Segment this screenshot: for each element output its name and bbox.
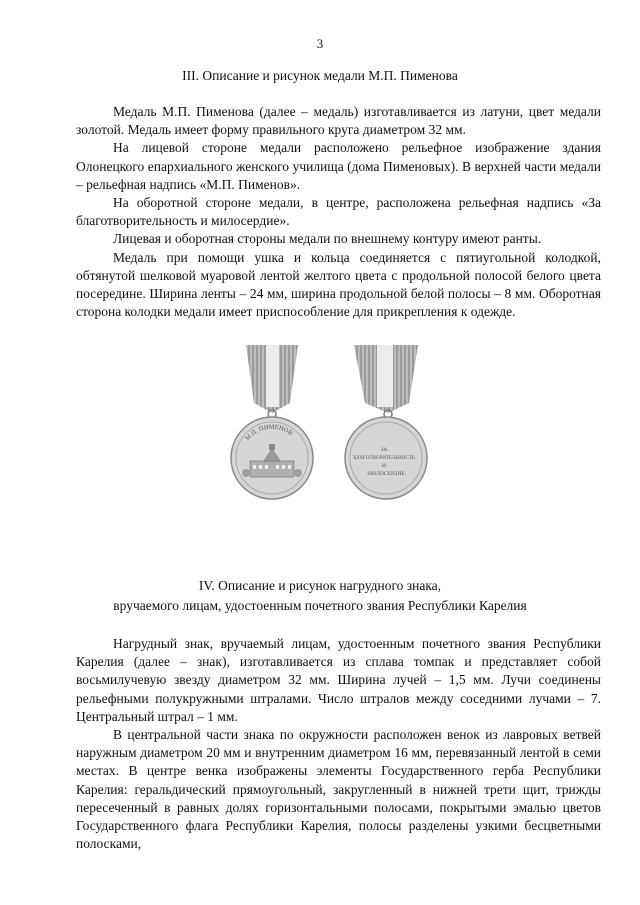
front-inscription: М.П. ПИМЕНОВ xyxy=(244,423,294,443)
section-4-title-line-1: IV. Описание и рисунок нагрудного знака, xyxy=(198,578,442,593)
back-inscription: ЗА БЛАГОТВОРИТЕЛЬНОСТЬ И МИЛОСЕРДИЕ xyxy=(353,447,415,477)
section-4-title-line-2: вручаемого лицам, удостоенным почетного звания Республики Карелия xyxy=(113,598,527,613)
page-number: 3 xyxy=(316,36,324,51)
front-ribbon-stripe xyxy=(266,345,279,407)
section-3-paragraph-3: На оборотной стороне медали, в центре, расположена рельефная надпись «За благотворительность и милосердие». xyxy=(76,195,601,229)
section-3-paragraph-5: Медаль при помощи ушка и кольца соединяется с пятиугольной колодкой, обтянутой шелковой муаровой лентой желтого цвета с продольной полосой белого цвета посередине. Ширина ленты – 24 мм, ширина продольной белой полосы – 8 мм. Оборотная сторона колодки медали имеет приспособление для прикрепления к одежде. xyxy=(76,249,601,320)
section-4-paragraph-1: Нагрудный знак, вручаемый лицам, удостоенным почетного звания Республики Карелия (далее – знак), изготавливается из сплава томпак и представляет собой восьмилучевую звезду диаметром 32 мм. Ширина лучей – 1,5 мм. Лучи соединены рельефными полукружными штралами. Число штралов между соседними лучами – 7. Центральный штрал – 1 мм. xyxy=(76,636,601,724)
section-3-paragraph-1: Медаль М.П. Пименова (далее – медаль) изготавливается из латуни, цвет медали золотой. Медаль имеет форму правильного круга диаметром 32 мм. xyxy=(76,104,601,138)
back-ribbon-stripe xyxy=(377,345,393,407)
medal-back-image xyxy=(345,345,427,499)
section-4-paragraph-2: В центральной части знака по окружности расположен венок из лавровых ветвей наружным диаметром 20 мм и внутренним диаметром 16 мм, перевязанный лентой в семи местах. В центре венка изображены элементы Государственного герба Республики Карелия: геральдический прямоугольный, закругленный в нижней трети щит, трижды пересеченный в равных долях горизонтальными полосами, покрытыми эмалью цветов Государственного флага Республики Карелия, полосы разделены узкими бесцветными полосками, xyxy=(76,727,601,852)
section-4-body xyxy=(76,635,601,853)
section-3-title: III. Описание и рисунок медали М.П. Пименова xyxy=(182,68,458,83)
medal-front-image xyxy=(231,345,313,499)
medal-illustration xyxy=(228,343,428,501)
section-3-paragraph-4: Лицевая и оборотная стороны медали по внешнему контуру имеют ранты. xyxy=(113,231,542,247)
section-3-body xyxy=(76,103,601,321)
section-3-paragraph-2: На лицевой стороне медали расположено рельефное изображение здания Олонецкого епархиального женского училища (дома Пименовых). В верхней части медали – рельефная надпись «М.П. Пименов». xyxy=(76,140,601,192)
